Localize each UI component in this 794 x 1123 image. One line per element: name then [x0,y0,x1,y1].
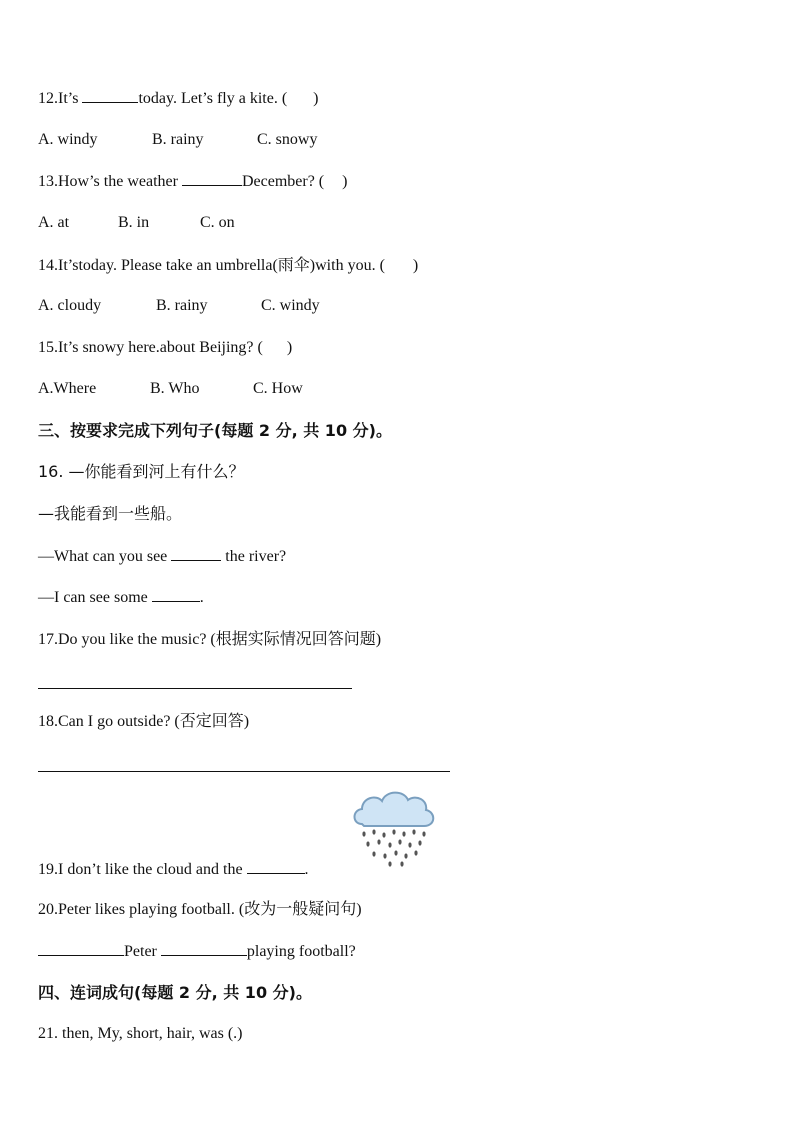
option-a[interactable]: A.Where [38,380,97,397]
question-16-en-question: —What can you see the river? [38,548,287,565]
option-c[interactable]: C. on [200,214,235,231]
question-13: 13.How’s the weather December? ( ) [38,173,348,190]
answer-blank[interactable] [161,941,247,956]
option-b[interactable]: B. in [118,214,150,231]
option-c[interactable]: C. snowy [257,131,318,148]
answer-blank[interactable] [182,171,242,186]
options-12 [38,130,317,150]
cloud-shape [355,793,434,826]
question-12: 12.It’s today. Let’s fly a kite. ( ) [38,90,319,107]
question-15: 15.It’s snowy here.about Beijing? ( ) [38,339,293,356]
question-16-zh-answer: —我能看到一些船。 [38,504,183,523]
answer-blank[interactable] [152,587,200,602]
option-b[interactable]: B. rainy [156,297,208,314]
option-c[interactable]: C. How [253,380,303,397]
question-19: 19.I don’t like the cloud and the . [38,861,309,878]
question-20: 20.Peter likes playing football. (改为一般疑问句) [38,899,362,918]
option-a[interactable]: A. at [38,214,70,231]
question-18: 18.Can I go outside? (否定回答) [38,711,250,730]
answer-blank[interactable] [82,88,138,103]
answer-line-17[interactable] [38,688,352,689]
section-4-heading: 四、连词成句(每题 2 分, 共 10 分)。 [38,983,312,1002]
answer-blank[interactable] [247,859,305,874]
option-b[interactable]: B. Who [150,380,200,397]
option-b[interactable]: B. rainy [152,131,204,148]
section-3-heading: 三、按要求完成下列句子(每题 2 分, 共 10 分)。 [38,421,392,440]
question-20-answer: Peter playing football? [38,941,356,962]
rain-cloud-icon [350,788,436,868]
answer-line-18[interactable] [38,771,450,772]
question-17: 17.Do you like the music? (根据实际情况回答问题) [38,629,382,648]
rain-drops [362,829,425,866]
question-21: 21. then, My, short, hair, was (.) [38,1025,243,1042]
question-16-zh-question: 16. —你能看到河上有什么？ [38,462,245,481]
options-14 [38,296,320,316]
options-13 [38,213,235,233]
answer-blank[interactable] [38,941,124,956]
option-c[interactable]: C. windy [261,297,320,314]
option-a[interactable]: A. windy [38,131,98,148]
option-a[interactable]: A. cloudy [38,297,102,314]
question-14: 14.It’stoday. Please take an umbrella(雨伞)with you. ( ) [38,255,419,274]
answer-blank[interactable] [171,546,221,561]
options-15 [38,379,303,399]
question-16-en-answer: —I can see some . [38,589,204,606]
